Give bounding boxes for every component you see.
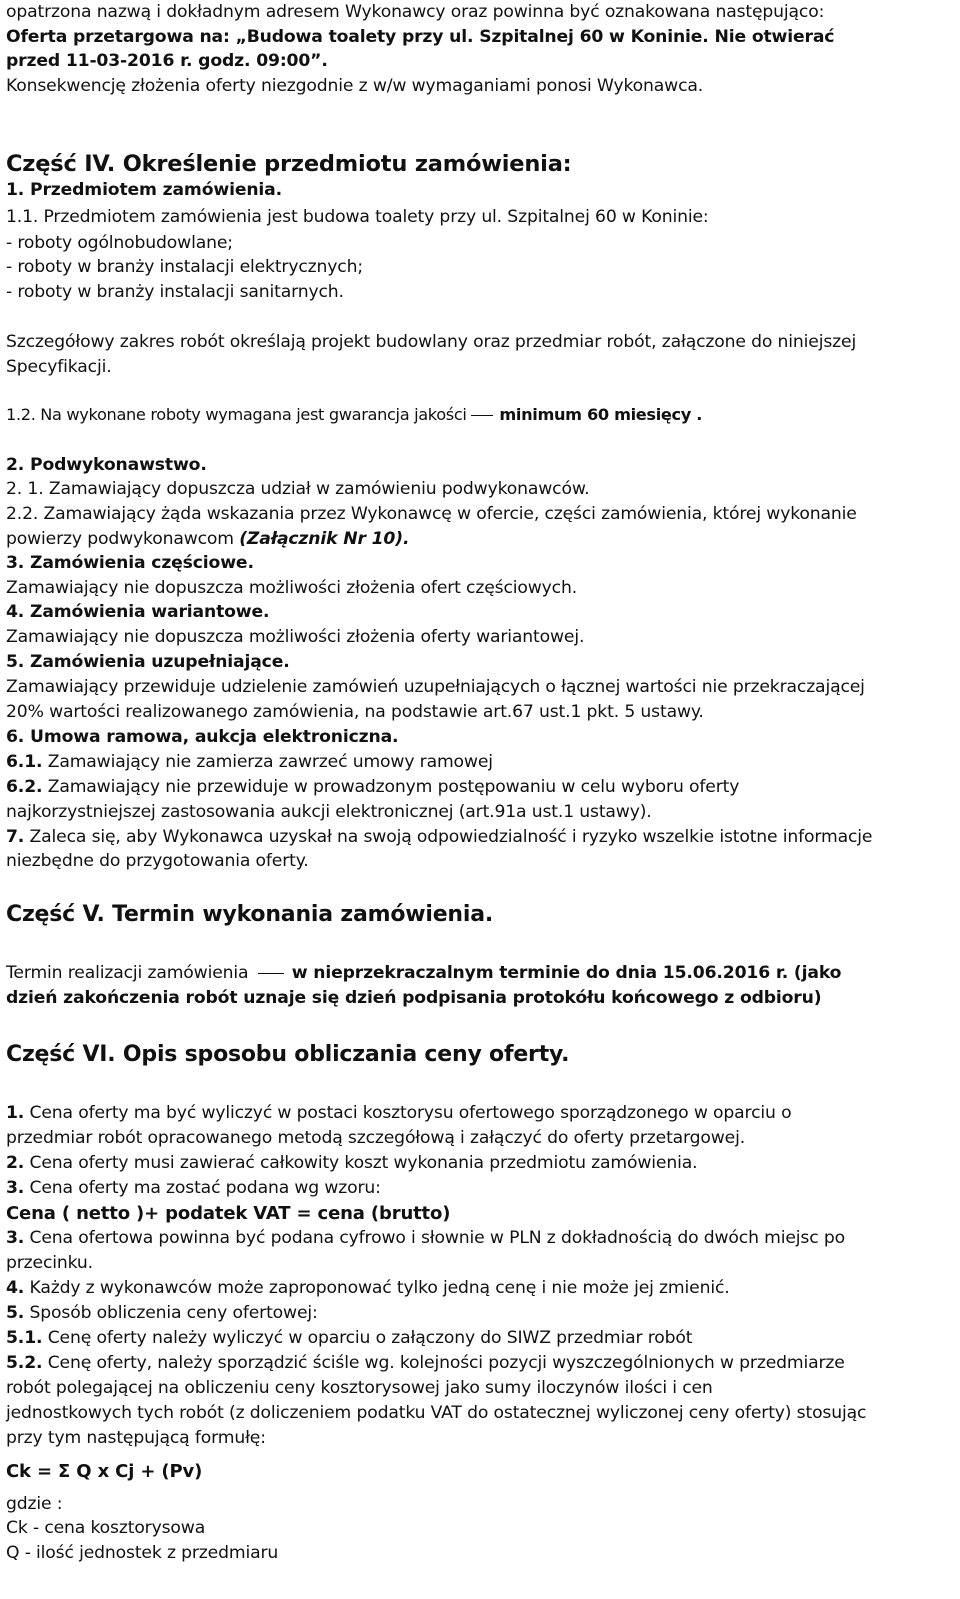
section-heading: Część IV. Określenie przedmiotu zamówienia: [6, 151, 572, 177]
text-line: gdzie : [6, 1494, 63, 1514]
list-item: - roboty w branży instalacji elektrycznych; [6, 257, 363, 277]
warranty-line [6, 406, 954, 424]
text-line: Szczegółowy zakres robót określają projekt budowlany oraz przedmiar robót, załączone do niniejszej [6, 332, 857, 352]
text-line [6, 778, 954, 797]
text-line [6, 1154, 954, 1173]
list-item: - roboty ogólnobudowlane; [6, 233, 233, 253]
warranty-text: 1.2. Na wykonane roboty wymagana jest gwarancja jakości [6, 405, 472, 424]
text-line [6, 1279, 954, 1298]
text-line: Konsekwencję złożenia oferty niezgodnie z w/w wymaganiami ponosi Wykonawca. [6, 76, 704, 96]
item-number: 3. [6, 1228, 25, 1248]
item-number: 1. [6, 1103, 25, 1123]
dash-line [258, 973, 284, 974]
item-number: 5.2. [6, 1353, 43, 1373]
text-segment: Cenę oferty, należy sporządzić ściśle wg. kolejności pozycji wyszczególnionych w przedmiarze [42, 1353, 845, 1373]
cost-formula: Ck = Σ Q x Cj + (Pv) [6, 1461, 203, 1482]
text-segment: Zaleca się, aby Wykonawca uzyskał na swoją odpowiedzialność i ryzyko wszelkie istotne informacje [24, 827, 873, 847]
item-number: 4. [6, 1278, 25, 1298]
text-line [6, 753, 954, 772]
text-line [6, 1354, 954, 1373]
text-line [6, 530, 954, 549]
text-line [6, 1329, 954, 1348]
text-segment: Sposób obliczenia ceny ofertowej: [24, 1303, 318, 1323]
deadline-note: dzień zakończenia robót uznaje się dzień podpisania protokółu końcowego z odbioru) [6, 988, 822, 1008]
dash-line [471, 415, 493, 416]
text-line [6, 1304, 954, 1323]
text-segment: Każdy z wykonawców może zaproponować tylko jedną cenę i nie może jej zmienić. [24, 1278, 730, 1298]
text-segment: Cena oferty musi zawierać całkowity koszt wykonania przedmiotu zamówienia. [24, 1153, 698, 1173]
offer-title-line: Oferta przetargowa na: „Budowa toalety przy ul. Szpitalnej 60 w Koninie. Nie otwierać [6, 27, 835, 47]
text-line: 20% wartości realizowanego zamówienia, na podstawie art.67 ust.1 pkt. 5 ustawy. [6, 702, 704, 722]
deadline-date: w nieprzekraczalnym terminie do dnia 15.06.2016 r. (jako [291, 963, 842, 983]
item-number: 6.2. [6, 777, 43, 797]
text-line: Zamawiający nie dopuszcza możliwości złożenia ofert częściowych. [6, 578, 578, 598]
text-segment: Cenę oferty należy wyliczyć w oparciu o załączony do SIWZ przedmiar robót [42, 1328, 693, 1348]
price-formula: Cena ( netto )+ podatek VAT = cena (brutto) [6, 1203, 451, 1224]
warranty-minimum: minimum 60 miesięcy [499, 405, 691, 424]
subsection-heading: 2. Podwykonawstwo. [6, 455, 207, 475]
item-number: 7. [6, 827, 25, 847]
text-line: 1.1. Przedmiotem zamówienia jest budowa toalety przy ul. Szpitalnej 60 w Koninie: [6, 207, 709, 227]
section-heading: Część V. Termin wykonania zamówienia. [6, 902, 494, 927]
attachment-reference: (Załącznik Nr 10). [239, 529, 410, 549]
text-segment: Cena oferty ma zostać podana wg wzoru: [24, 1178, 381, 1198]
text-line: przecinku. [6, 1253, 93, 1273]
text-line: Specyfikacji. [6, 357, 112, 377]
subsection-heading: 5. Zamówienia uzupełniające. [6, 652, 290, 672]
text-line: 2. 1. Zamawiający dopuszcza udział w zamówieniu podwykonawców. [6, 479, 590, 499]
subsection-heading: 6. Umowa ramowa, aukcja elektroniczna. [6, 727, 399, 747]
subsection-heading: 1. Przedmiotem zamówienia. [6, 180, 282, 200]
warranty-end: . [690, 405, 703, 424]
text-line: najkorzystniejszej zastosowania aukcji elektronicznej (art.91a ust.1 ustawy). [6, 802, 652, 822]
subsection-heading: 4. Zamówienia wariantowe. [6, 602, 270, 622]
text-line [6, 1104, 954, 1123]
item-number: 5.1. [6, 1328, 43, 1348]
text-line: robót polegającej na obliczeniu ceny kosztorysowej jako sumy iloczynów ilości i cen [6, 1378, 713, 1398]
text-line: przedmiar robót opracowanego metodą szczegółową i załączyć do oferty przetargowej. [6, 1128, 746, 1148]
offer-deadline-line: przed 11-03-2016 r. godz. 09:00”. [6, 51, 328, 71]
text-line: Zamawiający nie dopuszcza możliwości złożenia oferty wariantowej. [6, 627, 585, 647]
text-line: przy tym następującą formułę: [6, 1428, 266, 1448]
text-line [6, 1179, 954, 1198]
text-segment: Zamawiający nie przewiduje w prowadzonym postępowaniu w celu wyboru oferty [42, 777, 740, 797]
subsection-heading: 3. Zamówienia częściowe. [6, 553, 254, 573]
item-number: 5. [6, 1303, 25, 1323]
text-line: Ck - cena kosztorysowa [6, 1518, 206, 1538]
text-line: Zamawiający przewiduje udzielenie zamówień uzupełniających o łącznej wartości nie przekraczającej [6, 677, 865, 697]
text-line: opatrzona nazwą i dokładnym adresem Wykonawcy oraz powinna być oznakowana następująco: [6, 2, 825, 22]
text-line: jednostkowych tych robót (z doliczeniem podatku VAT do ostatecznej wyliczonej ceny oferty) stosując [6, 1403, 867, 1423]
section-heading: Część VI. Opis sposobu obliczania ceny oferty. [6, 1042, 570, 1067]
list-item: - roboty w branży instalacji sanitarnych. [6, 282, 344, 302]
text-segment: powierzy podwykonawcom [6, 529, 240, 549]
text-line: Q - ilość jednostek z przedmiaru [6, 1543, 279, 1563]
text-segment: Zamawiający nie zamierza zawrzeć umowy ramowej [42, 752, 493, 772]
item-number: 3. [6, 1178, 25, 1198]
text-segment: Cena ofertowa powinna być podana cyfrowo i słownie w PLN z dokładnością do dwóch miejsc po [24, 1228, 845, 1248]
text-segment: Termin realizacji zamówienia [6, 963, 254, 983]
text-line: niezbędne do przygotowania oferty. [6, 851, 309, 871]
item-number: 2. [6, 1153, 25, 1173]
text-line [6, 828, 954, 847]
text-line [6, 1229, 954, 1248]
text-segment: Cena oferty ma być wyliczyć w postaci kosztorysu ofertowego sporządzonego w oparciu o [24, 1103, 792, 1123]
item-number: 6.1. [6, 752, 43, 772]
text-line: 2.2. Zamawiający żąda wskazania przez Wykonawcę w ofercie, części zamówienia, której wykonanie [6, 504, 857, 524]
deadline-line [6, 964, 954, 983]
